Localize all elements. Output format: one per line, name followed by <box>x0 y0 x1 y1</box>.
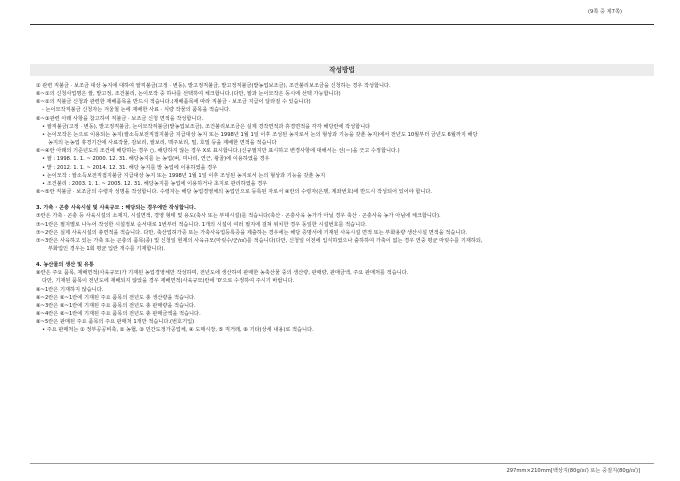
paper-spec-footer: 297mm×210mm[백상지(80g/㎡) 또는 중질지(80g/㎡)] <box>506 468 640 474</box>
instruction-line: ⑧~1란은 기재하지 않습니다. <box>36 286 104 293</box>
spacer <box>36 196 648 204</box>
section-title: 작성방법 <box>30 64 654 76</box>
instruction-line: ⑥~①의 신청사업명은 쌀, 밭고정, 조건불리, 논이모작 중 하나를 선택하여 체크합니다.(다만, 쌀과 논이모작은 동시에 선택 가능합니다) <box>36 91 341 98</box>
instruction-line: • 밭 : 2012. 1. 1. ~ 2014. 12. 31. 해당 농지를 밭 농업에 이용하였을 경우 <box>42 164 218 171</box>
instruction-line: • 조건불리 : 2003. 1. 1. ~ 2005. 12. 31. 해당농지를 농업에 이용하거나 초지로 관리하였을 경우 <box>42 180 268 187</box>
instruction-line: ⑥~②의 직불금 신청과 관련한 재배품목을 반드시 적습니다.(재배품목에 따라 직불금 · 보조금 지급이 달라질 수 있습니다) <box>36 99 311 106</box>
instruction-line: ⑦~3란은 사육하고 있는 가축 또는 곤충의 품목(종) 및 신청일 현재의 사육규모(마릿수/군/㎡)를 적습니다(다만, 신청일 이전에 입식하였으나 출하하여 가축이 없는 경우 연중 평균 마릿수를 기재하되, <box>36 237 483 244</box>
instruction-line: ⑥~⑤란 직불금 · 보조금의 수령자 성명을 작성합니다. 수령자는 해당 농업경영체의 농업인으로 등록된 자로서 ④란의 수령자(은행, 계좌번호)에 반드시 작성되어 있어야 합니다. <box>36 189 433 196</box>
instruction-line: ⑧란은 주요 품목, 재배면적(사육규모)가 기재된 농업경영체만 작성하며, 전년도에 생산하여 판매한 농축산물 중의 생산량, 판매량, 판매금액, 주요 판매처를 적습니다. <box>36 270 409 277</box>
section-heading: 3. 가축 · 곤충 사육시설 및 사육규모 : 해당되는 경우에만 작성합니다. <box>36 205 196 212</box>
instruction-line: 부화업인 경우는 1회 평균 입란 개수를 기재합니다). <box>48 245 166 252</box>
instruction-line: ⑧~2란은 ⑥~1란에 기재된 주요 품목의 전년도 총 생산량을 적습니다. <box>36 294 196 301</box>
top-divider <box>30 24 654 25</box>
spacer <box>36 253 648 261</box>
instruction-line: ⑦~2란은 실제 사육시설의 총면적을 적습니다. 다만, 축산업허가증 또는 가축사육업등록증을 제출하는 경우에는 해당 증명서에 기재된 사육시설 면적 또는 부화용량 생산시설 면적을 적습니다. <box>36 229 468 236</box>
instruction-line: ⑦~1란은 필지별로 나누어 작성한 시설정보 순서대로 1번부터 적습니다. 1개의 시설이 여러 필지에 걸쳐 위치한 경우 동일한 시설번호를 적습니다. <box>36 221 367 228</box>
instruction-line: • 주요 판매처는 ① 정부공공비축, ② 농협, ③ 민간도정가공업체, ④ 도매시장, ⑤ 직거래, ⑥ 기타(상세 내용)로 적습니다. <box>42 327 314 334</box>
instruction-line: • 쌀직불금(고정 · 변동), 밭고정직불금, 논이모작직불금(밭농업보조금), 조건불리보조금은 실제 경작면적과 휴경면적을 각각 해당란에 작성합니다 <box>42 123 371 130</box>
section-heading: 4. 농산물의 생산 및 유통 <box>36 262 94 269</box>
instruction-line: ⑧~4란은 ⑥~1란에 기재된 주요 품목의 전년도 총 판매금액을 적습니다. <box>36 311 201 318</box>
instruction-line: 농지의 논농업 휴경기간에 사료작물, 감보리, 쌀보리, 맥주보리, 밀, 호밀 등을 재배한 면적을 적습니다 <box>48 140 277 147</box>
instructions-body <box>36 82 648 335</box>
instruction-line: ⑧~3란은 ⑥~1란에 기재된 주요 품목의 전년도 총 판매량을 적습니다. <box>36 302 196 309</box>
page-number: (9쪽 중 제7쪽) <box>588 9 622 15</box>
instruction-line: ⑧~5란은 판매된 주요 품목의 주요 판매처 1개만 적습니다.(번호기입) <box>36 319 195 326</box>
instruction-line: • 논이모작은 논으로 이용되는 농지(쌀소득보전직접지불금 지급대상 농지 또는 1998년 1월 1일 이후 조성된 농지로서 논의 형상과 기능을 갖춘 농지)에서 전년도 10월부터 금년도 6월까지 해당 <box>42 131 478 138</box>
instruction-line: ⑦란은 가축 · 곤충 등 사육시설의 소재지, 시설면적, 경영 형태 및 용도(축사 또는 부대시설)를 적습니다(축산 · 곤충사육 농가가 아닐 경우 축산 · 곤충사육 농가 아님에 체크합니다). <box>36 213 441 220</box>
instruction-line: 다만, 기재된 품목이 전년도에 재배되지 않았을 경우 재배면적(사육규모)란에 '0'으로 수정하여 주시기 바랍니다. <box>42 278 295 285</box>
bottom-divider <box>30 463 654 464</box>
instruction-line: ⑥~④란 아래의 기준년도의 조건에 해당하는 경우 ○, 해당하지 않는 경우 X로 표시합니다.(신규필지만 표시하고 변경사항에 대해서는 선(＝)을 긋고 수정합니다.) <box>36 148 400 155</box>
instruction-line: - 논이모작직불금 신청자는 겨울철 논에 재배한 사료 · 식량 작물의 품목을 적습니다. <box>42 107 231 114</box>
instruction-line: ① 관련 직불금 · 보조금 대상 농지에 대하여 쌀직불금(고정 · 변동), 밭고정직불금, 밭고정직불금(밭농업보조금), 조건불리보조금을 신청하는 경우 작성합니다. <box>36 83 391 89</box>
instruction-line: ⑥~③관련 아래 사항을 참고하여 직불금 · 보조금 신청 면적을 작성합니다. <box>36 115 204 122</box>
instruction-line: • 논이모작 : 쌀소득보전직접지불금 지급대상 농지 또는 1998년 1월 1일 이후 조성된 농지로서 논의 형상과 기능을 갖춘 농지 <box>42 172 326 179</box>
instruction-line: • 쌀 : 1998. 1. 1. ~ 2000. 12. 31. 해당농지를 논 농업(벼, 미나리, 연근, 왕골)에 이용하였을 경우 <box>42 156 270 163</box>
